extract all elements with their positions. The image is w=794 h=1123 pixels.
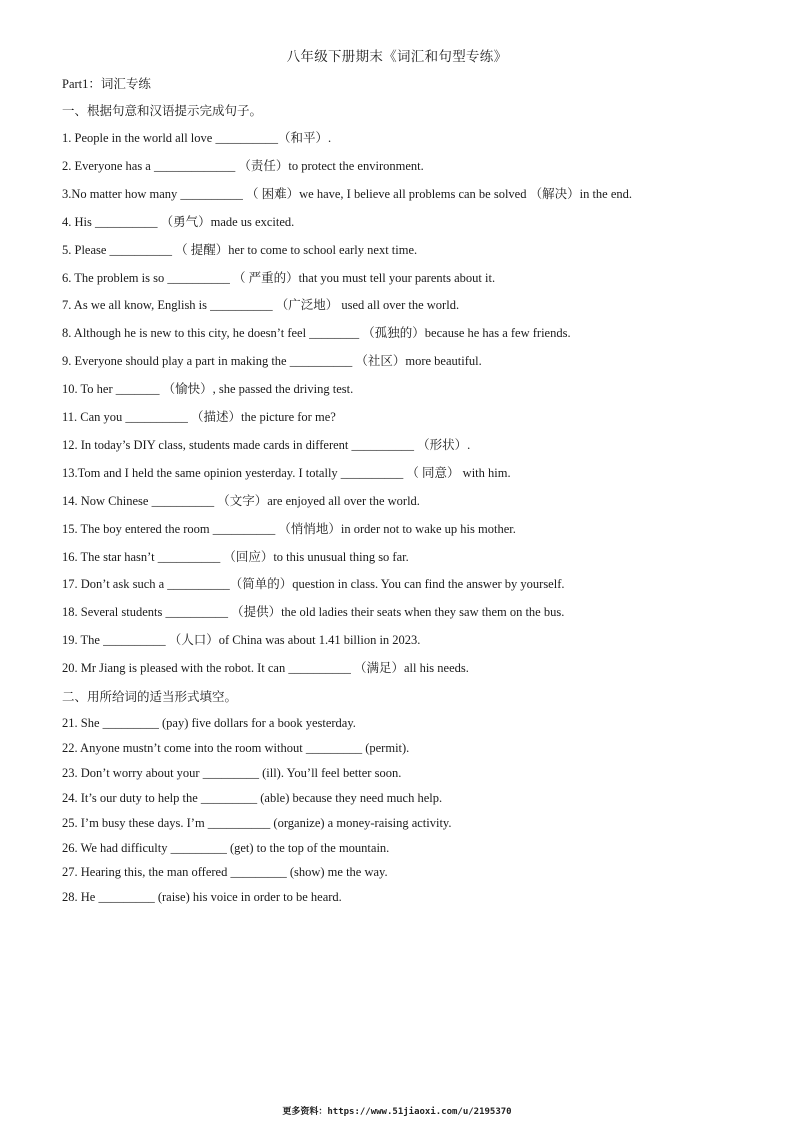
question-item: 19. The __________ （人口）of China was about 1.41 billion in 2023. — [62, 633, 421, 648]
question-item: 20. Mr Jiang is pleased with the robot. It can __________ （满足）all his needs. — [62, 661, 469, 676]
question-item: 18. Several students __________ （提供）the old ladies their seats when they saw them on the bus. — [62, 605, 565, 620]
section2-heading: 二、用所给词的适当形式填空。 — [62, 690, 238, 704]
question-item: 23. Don’t worry about your _________ (ill). You’ll feel better soon. — [62, 765, 402, 780]
question-item: 26. We had difficulty _________ (get) to the top of the mountain. — [62, 840, 390, 855]
question-item: 16. The star hasn’t __________ （回应）to this unusual thing so far. — [62, 549, 409, 564]
question-item: 22. Anyone mustn’t come into the room without _________ (permit). — [62, 740, 410, 755]
question-item: 1. People in the world all love __________（和平）. — [62, 131, 332, 145]
question-item: 11. Can you __________ （描述）the picture for me? — [62, 410, 336, 424]
question-item: 8. Although he is new to this city, he doesn’t feel ________ （孤独的）because he has a few friends. — [62, 326, 571, 341]
part-heading: Part1：词汇专练 — [62, 77, 151, 91]
footer-link-text: 更多资料：https://www.51jiaoxi.com/u/2195370 — [282, 1107, 512, 1117]
question-item: 13.Tom and I held the same opinion yesterday. I totally __________ （ 同意） with him. — [62, 465, 511, 480]
question-item: 5. Please __________ （ 提醒）her to come to school early next time. — [62, 242, 418, 257]
question-item: 25. I’m busy these days. I’m __________ (organize) a money-raising activity. — [62, 815, 452, 830]
question-item: 6. The problem is so __________ （ 严重的）that you must tell your parents about it. — [62, 270, 496, 285]
question-item: 4. His __________ （勇气）made us excited. — [62, 214, 295, 229]
question-item: 17. Don’t ask such a __________（简单的）question in class. You can find the answer by yourself. — [62, 577, 565, 592]
question-item: 7. As we all know, English is __________ （广泛地） used all over the world. — [62, 298, 460, 313]
question-item: 2. Everyone has a _____________ （责任）to protect the environment. — [62, 158, 424, 173]
question-item: 27. Hearing this, the man offered _________ (show) me the way. — [62, 865, 388, 880]
question-item: 28. He _________ (raise) his voice in order to be heard. — [62, 890, 342, 905]
section1-heading: 一、根据句意和汉语提示完成句子。 — [62, 104, 263, 118]
question-item: 12. In today’s DIY class, students made cards in different __________ （形状）. — [62, 437, 471, 452]
question-item: 10. To her _______ （愉快）, she passed the driving test. — [62, 382, 354, 397]
question-item: 24. It’s our duty to help the _________ (able) because they need much help. — [62, 790, 443, 805]
question-item: 21. She _________ (pay) five dollars for a book yesterday. — [62, 716, 356, 730]
document-title: 八年级下册期末《词汇和句型专练》 — [286, 49, 508, 64]
question-item: 3.No matter how many __________ （ 困难）we have, I believe all problems can be solved （解决）in the end. — [62, 186, 633, 201]
question-item: 15. The boy entered the room __________ （悄悄地）in order not to wake up his mother. — [62, 521, 516, 536]
question-item: 14. Now Chinese __________ （文字）are enjoyed all over the world. — [62, 493, 420, 508]
question-item: 9. Everyone should play a part in making the __________ （社区）more beautiful. — [62, 354, 482, 369]
